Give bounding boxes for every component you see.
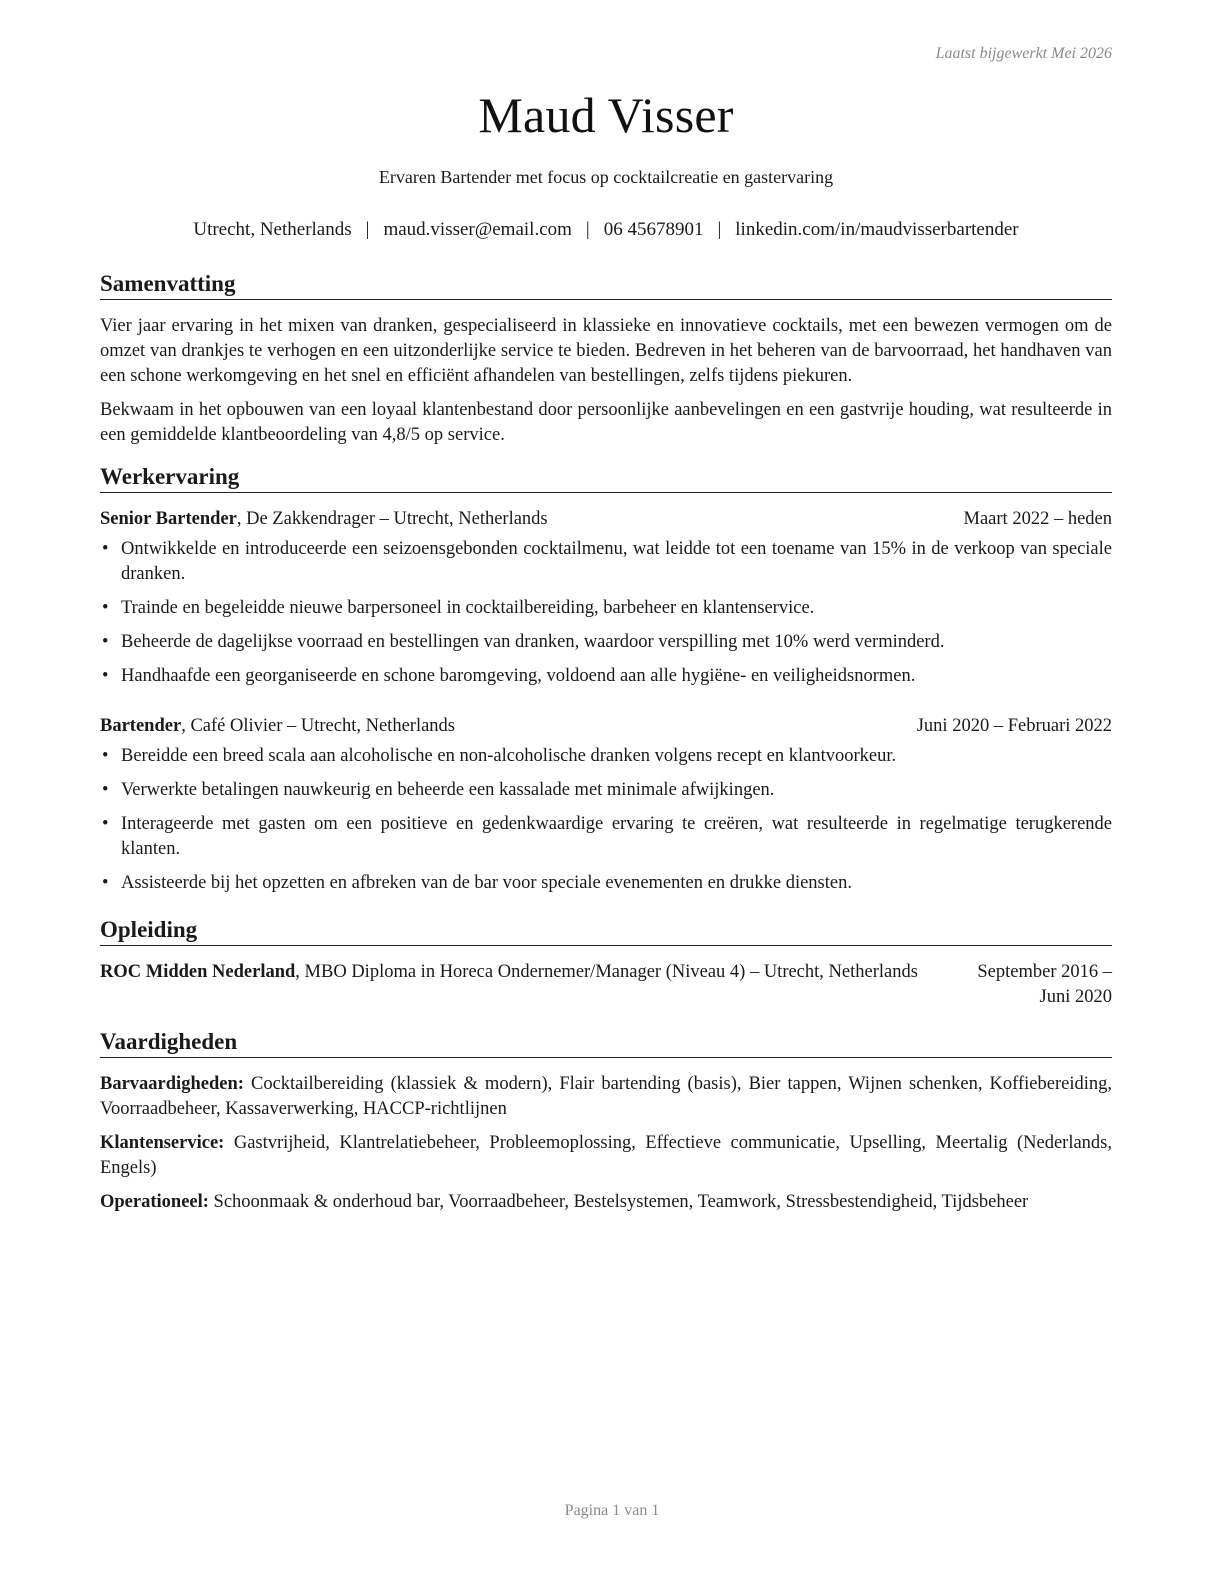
job-title-line (100, 507, 548, 532)
job-employer: , Café Olivier – Utrecht, Netherlands (181, 716, 455, 736)
job-entry (100, 507, 1112, 689)
job-dates: Juni 2020 – Februari 2022 (916, 716, 1112, 736)
bullet-icon: • (102, 873, 109, 893)
contact-separator: | (717, 219, 722, 240)
job-title-line (100, 714, 455, 739)
job-bullets (100, 744, 1112, 896)
skill-group-label: Operationeel: (100, 1192, 209, 1212)
experience-section (100, 463, 1112, 896)
section-title-summary: Samenvatting (100, 270, 1112, 300)
education-detail (100, 960, 972, 1010)
list-item (100, 744, 1112, 769)
summary-paragraph: Vier jaar ervaring in het mixen van dranken, gespecialiseerd in klassieke en innovatieve cocktails, met een bewezen vermogen om de omzet van drankjes te verhogen en een uitzonderlijke service te bieden. Bedreven in het beheren van de barvoorraad, het handhaven van een schone werkomgeving en het snel en efficiënt afhandelen van bestellingen, zelfs tijdens piekuren. (100, 316, 1112, 386)
skills-section (100, 1028, 1112, 1215)
section-title-education: Opleiding (100, 916, 1112, 946)
summary-paragraph: Bekwaam in het opbouwen van een loyaal klantenbestand door persoonlijke aanbevelingen en een gastvrije houding, wat resulteerde in een gemiddelde klantbeoordeling van 4,8/5 op service. (100, 400, 1112, 445)
bullet-icon: • (102, 598, 109, 618)
education-entry (100, 960, 1112, 1010)
education-dates: September 2016 – Juni 2020 (977, 962, 1112, 1007)
bullet-text: Interageerde met gasten om een positieve en gedenkwaardige ervaring te creëren, wat resulteerde in regelmatige terugkerende klanten. (121, 814, 1112, 859)
skill-group-text: Schoonmaak & onderhoud bar, Voorraadbeheer, Bestelsystemen, Teamwork, Stressbestendigheid, Tijdsbeheer (208, 1192, 1029, 1212)
last-updated: Laatst bijgewerkt Mei 2026 (935, 45, 1112, 62)
contact-email[interactable]: maud.visser@email.com (383, 219, 572, 240)
contact-line (80, 219, 1132, 241)
list-item (100, 778, 1112, 803)
education-section (100, 916, 1112, 1010)
resume-content (100, 270, 1112, 1224)
bullet-icon: • (102, 632, 109, 652)
bullet-icon: • (102, 539, 109, 559)
bullet-text: Verwerkte betalingen nauwkeurig en beheerde een kassalade met minimale afwijkingen. (121, 780, 775, 800)
section-title-skills: Vaardigheden (100, 1028, 1112, 1058)
bullet-text: Beheerde de dagelijkse voorraad en bestellingen van dranken, waardoor verspilling met 10% werd verminderd. (121, 632, 945, 652)
education-school: ROC Midden Nederland (100, 962, 296, 982)
list-item (100, 871, 1112, 896)
bullet-text: Handhaafde een georganiseerde en schone baromgeving, voldoend aan alle hygiëne- en veiligheidsnormen. (121, 666, 916, 686)
education-program: , MBO Diploma in Horeca Ondernemer/Manager (Niveau 4) – Utrecht, Netherlands (295, 962, 918, 982)
job-dates: Maart 2022 – heden (963, 509, 1112, 529)
skill-group-text: Cocktailbereiding (klassiek & modern), Flair bartending (basis), Bier tappen, Wijnen schenken, Koffiebereiding, Voorraadbeheer, Kassaverwerking, HACCP-richtlijnen (100, 1074, 1112, 1119)
job-header (100, 714, 1112, 739)
list-item (100, 630, 1112, 655)
bullet-icon: • (102, 666, 109, 686)
skill-group (100, 1190, 1112, 1215)
bullet-text: Bereidde een breed scala aan alcoholische en non-alcoholische dranken volgens recept en klantvoorkeur. (121, 746, 897, 766)
page-number: Pagina 1 van 1 (564, 1502, 660, 1519)
contact-separator: | (365, 219, 370, 240)
bullet-text: Ontwikkelde en introduceerde een seizoensgebonden cocktailmenu, wat leidde tot een toename van 15% in de verkoop van speciale dranken. (121, 539, 1112, 584)
skill-group (100, 1131, 1112, 1181)
summary-section (100, 270, 1112, 448)
contact-linkedin[interactable]: linkedin.com/in/maudvisserbartender (735, 219, 1019, 240)
skill-group-label: Barvaardigheden: (100, 1074, 244, 1094)
skill-group-text: Gastvrijheid, Klantrelatiebeheer, Probleemoplossing, Effectieve communicatie, Upselling, Meertalig (Nederlands, Engels) (100, 1133, 1112, 1178)
list-item (100, 812, 1112, 862)
list-item (100, 664, 1112, 689)
job-role: Bartender (100, 716, 182, 736)
contact-separator: | (585, 219, 590, 240)
bullet-icon: • (102, 746, 109, 766)
bullet-text: Assisteerde bij het opzetten en afbreken van de bar voor speciale evenementen en drukke diensten. (121, 873, 852, 893)
list-item (100, 596, 1112, 621)
candidate-name: Maud Visser (478, 87, 734, 143)
job-entry (100, 714, 1112, 896)
headline: Ervaren Bartender met focus op cocktailcreatie en gastervaring (378, 167, 834, 187)
bullet-icon: • (102, 780, 109, 800)
bullet-text: Trainde en begeleidde nieuwe barpersoneel in cocktailbereiding, barbeheer en klantenservice. (121, 598, 815, 618)
job-employer: , De Zakkendrager – Utrecht, Netherlands (236, 509, 548, 529)
job-header (100, 507, 1112, 532)
list-item (100, 537, 1112, 587)
job-bullets (100, 537, 1112, 689)
skill-group-label: Klantenservice: (100, 1133, 225, 1153)
section-title-experience: Werkervaring (100, 463, 1112, 493)
contact-location: Utrecht, Netherlands (193, 219, 352, 240)
skill-group (100, 1072, 1112, 1122)
bullet-icon: • (102, 814, 109, 834)
job-role: Senior Bartender (100, 509, 237, 529)
contact-phone: 06 45678901 (603, 219, 704, 240)
